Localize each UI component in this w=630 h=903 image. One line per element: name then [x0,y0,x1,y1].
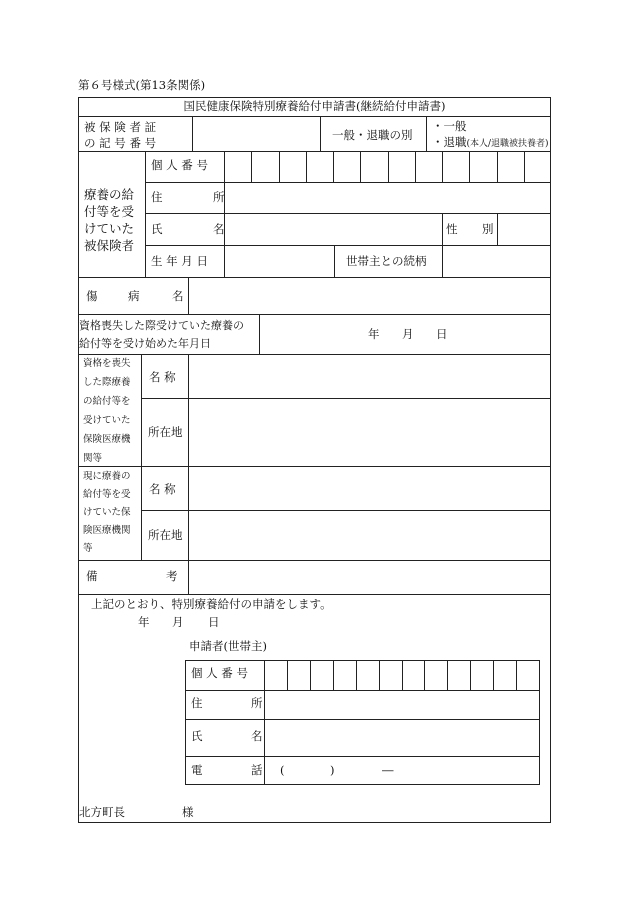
address-label-a: 住 [151,190,163,204]
phone-paren-open: ( [280,763,285,777]
applicant-name-a: 氏 [191,729,203,743]
applicant-name-field[interactable] [265,720,539,755]
digit-box[interactable] [442,152,469,182]
phone-paren-close: ) [330,763,335,777]
disease-label-b: 病 [128,289,140,303]
loss-date-year: 年 [368,327,380,341]
divider [145,151,146,277]
id-number-label: 個 人 番 号 [151,158,208,172]
curr-inst-side-3: けていた保 [83,507,131,518]
declaration-day: 日 [208,615,220,629]
digit-box[interactable] [379,661,402,690]
prev-inst-side-4: 受けていた [83,415,131,426]
divider [141,354,142,466]
birth-label: 生 年 月 日 [151,254,208,268]
addressee-mayor: 北方町長 [79,805,125,819]
form-title: 国民健康保険特別療養給付申請書(継続給付申請書) [183,99,446,113]
applicant-label: 申請者(世帯主) [189,639,267,653]
option-retired-note: (本人/退職被扶養者) [466,139,549,149]
insured-side-label-1: 療養の給 [84,187,135,202]
applicant-address-a: 住 [191,696,203,710]
digit-box[interactable] [402,661,425,690]
curr-inst-side-2: 給付等を受 [83,489,131,500]
prev-inst-side-2: した際療養 [83,377,131,388]
sex-label-b: 別 [482,222,494,236]
loss-date-day: 日 [436,327,448,341]
prev-inst-side-5: 保険医療機 [83,434,131,445]
remarks-label-b: 考 [166,569,178,583]
curr-inst-name-field[interactable] [189,467,551,510]
digit-box[interactable] [333,661,356,690]
insured-side-label-4: 被保険者 [84,238,135,253]
digit-box[interactable] [310,661,333,690]
form-number: 第６号様式(第13条関係) [78,78,206,92]
name-label-a: 氏 [151,222,163,236]
digit-box[interactable] [287,661,310,690]
prev-inst-side-6: 関等 [83,453,103,464]
option-retired-label: ・退職 [432,135,467,149]
applicant-address-b: 所 [251,696,263,710]
prev-inst-name-field[interactable] [189,355,551,398]
remarks-label-a: 備 [86,569,98,583]
loss-date-month: 月 [402,327,414,341]
digit-box[interactable] [497,152,524,182]
relation-field[interactable] [443,246,551,276]
name-label-b: 名 [213,222,225,236]
prev-inst-side-3: の給付等を [83,396,131,407]
prev-inst-side-1: 資格を喪失 [83,358,131,369]
cert-label-line2: の 記 号 番 号 [84,136,157,150]
insured-sex-field[interactable] [498,214,551,244]
cert-label-line1: 被 保 険 者 証 [84,120,157,134]
loss-label-line1: 資格喪失した際受けていた療養の [79,319,244,332]
digit-box[interactable] [424,661,447,690]
category-label: 一般・退職の別 [332,128,413,142]
addressee-honorific: 様 [182,805,194,819]
declaration-statement: 上記のとおり、特別療養給付の申請をします。 [91,597,332,611]
digit-box[interactable] [356,661,379,690]
declaration-month: 月 [172,615,184,629]
declaration-year: 年 [138,615,150,629]
applicant-phone-a: 電 [191,763,203,777]
digit-box[interactable] [524,152,551,182]
curr-inst-name-label: 名 称 [149,482,176,496]
applicant-address-field[interactable] [265,691,539,718]
digit-box[interactable] [265,661,287,690]
digit-box[interactable] [415,152,442,182]
digit-box[interactable] [306,152,333,182]
digit-box[interactable] [447,661,470,690]
option-general[interactable]: ・一般 [432,119,467,133]
option-retired[interactable] [432,137,549,149]
cert-number-field[interactable] [193,117,319,151]
remarks-field[interactable] [189,561,551,593]
loss-label-line2: 給付等を受け始めた年月日 [79,337,211,350]
digit-box[interactable] [333,152,360,182]
insured-name-field[interactable] [225,214,441,244]
divider [426,116,427,152]
relation-label: 世帯主との続柄 [346,254,427,268]
divider [78,594,551,595]
divider [442,213,443,245]
applicant-name-b: 名 [251,729,263,743]
digit-box[interactable] [470,661,493,690]
digit-box[interactable] [388,152,415,182]
digit-box[interactable] [516,661,539,690]
prev-inst-name-label: 名 称 [149,370,176,384]
insured-address-field[interactable] [225,183,551,213]
phone-dash: ― [382,763,394,777]
applicant-phone-field[interactable] [265,757,539,784]
birth-date-field[interactable] [225,246,333,276]
insured-side-label-3: けていた [84,221,135,236]
divider [334,245,335,277]
curr-inst-location-label: 所在地 [148,528,183,542]
sex-label-a: 性 [446,222,458,236]
curr-inst-side-4: 険医療機関 [83,525,131,536]
curr-inst-location-field[interactable] [189,511,551,559]
divider [320,116,321,152]
divider [141,466,142,560]
id-number-boxes[interactable] [225,152,551,182]
digit-box[interactable] [225,152,251,182]
digit-box[interactable] [251,152,278,182]
disease-label-c: 名 [172,289,184,303]
prev-inst-location-label: 所在地 [148,425,183,439]
digit-box[interactable] [493,661,516,690]
digit-box[interactable] [469,152,496,182]
disease-label-a: 傷 [86,289,98,303]
disease-name-field[interactable] [189,278,551,313]
applicant-phone-b: 話 [251,763,263,777]
applicant-id-label: 個 人 番 号 [191,666,248,680]
digit-box[interactable] [279,152,306,182]
applicant-id-boxes[interactable] [265,661,539,690]
digit-box[interactable] [360,152,387,182]
curr-inst-side-5: 等 [83,543,93,554]
insured-side-label-2: 付等を受 [84,204,135,219]
prev-inst-location-field[interactable] [189,399,551,465]
curr-inst-side-1: 現に療養の [83,471,131,482]
address-label-b: 所 [213,190,225,204]
